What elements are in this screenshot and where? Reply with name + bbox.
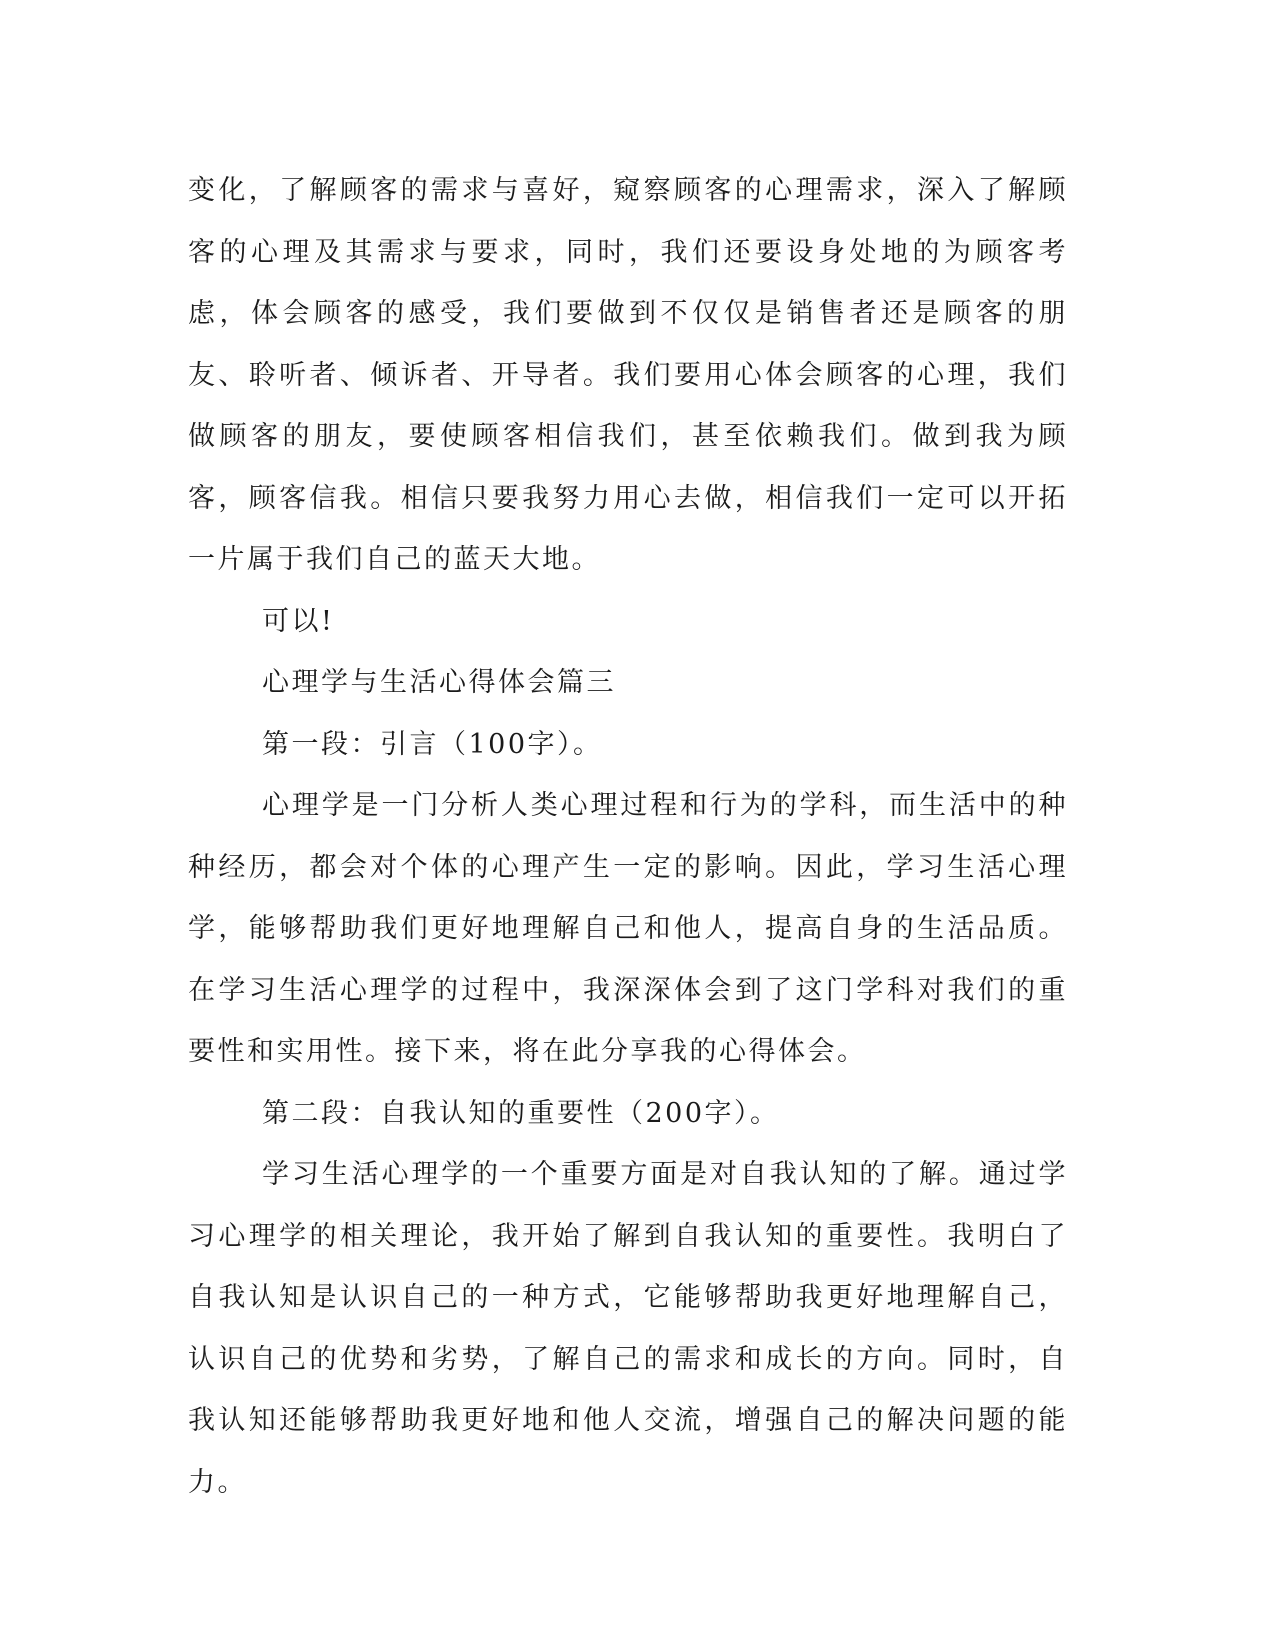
- paragraph-introduction: 心理学是一门分析人类心理过程和行为的学科，而生活中的种种经历，都会对个体的心理产生一定的影响。因此，学习生活心理学，能够帮助我们更好地理解自己和他人，提高自身的生活品质。在学习生活心理学的过程中，我深深体会到了这门学科对我们的重要性和实用性。接下来，将在此分享我的心得体会。: [188, 790, 1068, 1067]
- section-title: 心理学与生活心得体会篇三: [262, 667, 616, 698]
- section-heading-1: 第一段：引言（100字）。: [262, 728, 603, 760]
- document-body: [188, 160, 1068, 1513]
- paragraph-continuation: 变化，了解顾客的需求与喜好，窥察顾客的心理需求，深入了解顾客的心理及其需求与要求，同时，我们还要设身处地的为顾客考虑，体会顾客的感受，我们要做到不仅仅是销售者还是顾客的朋友、聆听者、倾诉者、开导者。我们要用心体会顾客的心理，我们做顾客的朋友，要使顾客相信我们，甚至依赖我们。做到我为顾客，顾客信我。相信只要我努力用心去做，相信我们一定可以开拓一片属于我们自己的蓝天大地。: [188, 175, 1068, 575]
- paragraph-short-remark: 可以!: [262, 605, 335, 637]
- paragraph-self-awareness: 学习生活心理学的一个重要方面是对自我认知的了解。通过学习心理学的相关理论，我开始了解到自我认知的重要性。我明白了自我认知是认识自己的一种方式，它能够帮助我更好地理解自己，认识自己的优势和劣势，了解自己的需求和成长的方向。同时，自我认知还能够帮助我更好地和他人交流，增强自己的解决问题的能力。: [188, 1159, 1068, 1498]
- section-heading-2: 第二段：自我认知的重要性（200字）。: [262, 1097, 780, 1129]
